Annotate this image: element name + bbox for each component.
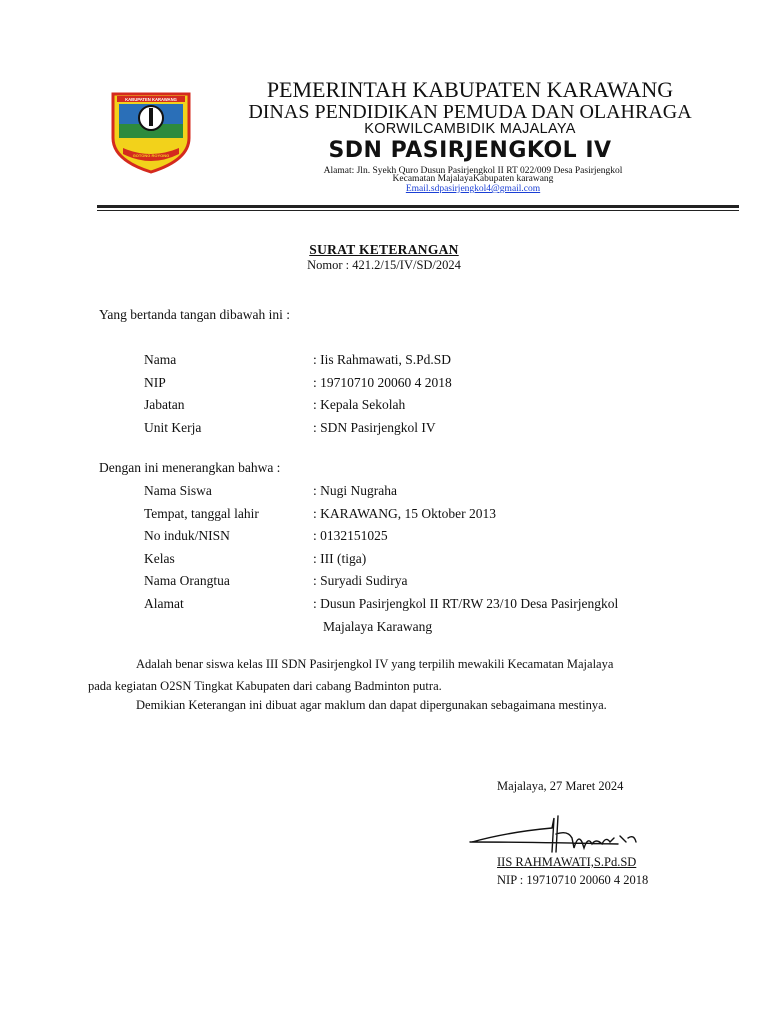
- body-paragraph-line1: Adalah benar siswa kelas III SDN Pasirjengkol IV yang terpilih mewakili Kecamatan Majalaya: [136, 657, 614, 671]
- header-district: KORWILCAMBIDIK MAJALAYA: [364, 121, 576, 137]
- kabupaten-karawang-emblem: [107, 88, 195, 174]
- field-value-nama: : Iis Rahmawati, S.Pd.SD: [313, 352, 452, 367]
- field-label-orangtua: Nama Orangtua: [144, 573, 230, 588]
- field-value-nama-siswa: : Nugi Nugraha: [313, 483, 397, 498]
- field-value-orangtua: : Suryadi Sudirya: [313, 573, 408, 588]
- field-value-nisn: : 0132151025: [313, 528, 388, 543]
- header-school-name: SDN PASIRJENGKOL IV: [328, 138, 612, 163]
- letter-number: Nomor : 421.2/15/IV/SD/2024: [307, 258, 461, 272]
- field-value-alamat: : Dusun Pasirjengkol II RT/RW 23/10 Desa Pasirjengkol: [313, 596, 619, 611]
- field-label-kelas: Kelas: [144, 551, 175, 566]
- field-value-ttl: : KARAWANG, 15 Oktober 2013: [313, 506, 497, 521]
- letter-title: SURAT KETERANGAN: [309, 242, 459, 257]
- header-divider-thick: [97, 205, 739, 208]
- field-label-alamat: Alamat: [144, 596, 184, 611]
- body-paragraph-line2: pada kegiatan O2SN Tingkat Kabupaten dari cabang Badminton putra.: [88, 679, 442, 693]
- declaration-text: Dengan ini menerangkan bahwa :: [99, 460, 281, 475]
- header-address-line2: Kecamatan MajalayaKabupaten karawang: [392, 174, 554, 184]
- svg-text:GOTONG ROYONG: GOTONG ROYONG: [132, 153, 170, 158]
- intro-text: Yang bertanda tangan dibawah ini :: [99, 307, 290, 322]
- place-date: Majalaya, 27 Maret 2024: [497, 779, 624, 793]
- signer-name: IIS RAHMAWATI,S.Pd.SD: [497, 855, 637, 869]
- field-value-kelas: : III (tiga): [313, 551, 367, 566]
- field-value-unit-kerja: : SDN Pasirjengkol IV: [313, 420, 436, 435]
- header-address-line1: Alamat: Jln. Syekh Quro Dusun Pasirjengkol II RT 022/009 Desa Pasirjengkol: [323, 166, 623, 176]
- closing-paragraph: Demikian Keterangan ini dibuat agar maklum dan dapat dipergunakan sebagaimana mestinya.: [136, 698, 607, 712]
- header-department: DINAS PENDIDIKAN PEMUDA DAN OLAHRAGA: [248, 101, 692, 123]
- signer-nip: NIP : 19710710 20060 4 2018: [497, 873, 649, 887]
- field-label-jabatan: Jabatan: [144, 397, 185, 412]
- field-label-ttl: Tempat, tanggal lahir: [144, 506, 259, 521]
- header-email-link[interactable]: Email.sdpasirjengkol4@gmail.com: [405, 184, 541, 194]
- field-value-alamat-cont: Majalaya Karawang: [323, 619, 433, 634]
- header-government: PEMERINTAH KABUPATEN KARAWANG: [266, 77, 674, 102]
- header-divider-thin: [97, 210, 739, 211]
- field-value-nip: : 19710710 20060 4 2018: [313, 375, 452, 390]
- field-label-unit-kerja: Unit Kerja: [144, 420, 202, 435]
- field-label-nip: NIP: [144, 375, 166, 390]
- field-label-nama-siswa: Nama Siswa: [144, 483, 212, 498]
- field-label-nama: Nama: [144, 352, 177, 367]
- field-value-jabatan: : Kepala Sekolah: [313, 397, 406, 412]
- field-label-nisn: No induk/NISN: [144, 528, 230, 543]
- svg-text:KABUPATEN KARAWANG: KABUPATEN KARAWANG: [125, 97, 177, 102]
